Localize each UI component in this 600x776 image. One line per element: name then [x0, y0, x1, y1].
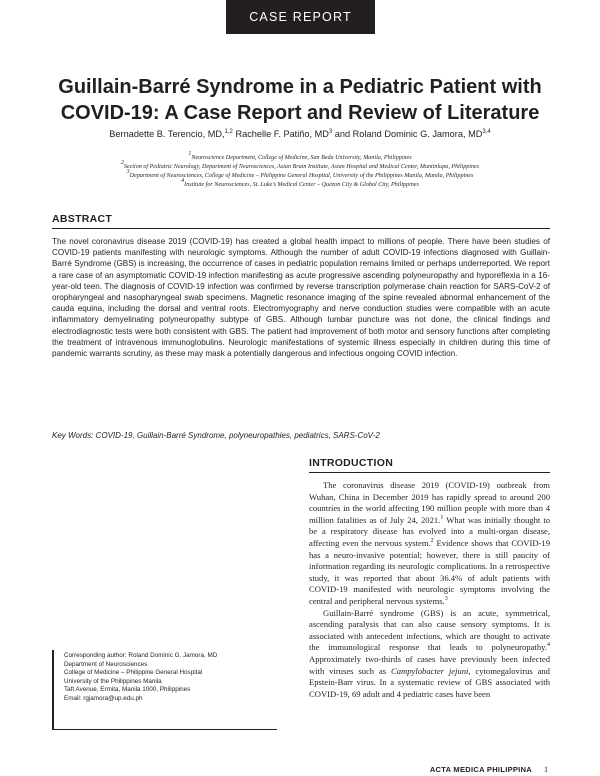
- text-run: Guillain-Barré syndrome (GBS) is an acute, symmetrical, ascending paralysis that can also cause sensory symptoms. It is associated with antecedent infections, which are thought to activate the immunological response that leads to polyneuropathy.: [309, 607, 550, 653]
- article-title: [30, 74, 570, 126]
- author-name: and Roland Dominic G. Jamora, MD: [332, 129, 483, 139]
- text-run: What was initially thought to be a respiratory disease has evolved into a multi-organ disease, affecting even the nervous system.: [309, 514, 551, 548]
- affiliation: [60, 169, 540, 181]
- abstract-heading: ABSTRACT: [52, 213, 113, 225]
- page-number: 1: [544, 765, 548, 774]
- affiliation-text: Institute for Neurosciences, St. Luke's Medical Center – Quezon City & Global City, Philippines: [184, 182, 419, 188]
- correspondence-line: Taft Avenue, Ermita, Manila 1000, Philippines: [64, 686, 191, 694]
- text-run: The coronavirus disease 2019 (COVID-19) outbreak from Wuhan, China in December 2019 has rapidly spread to around 200 countries in the world affecting 190 million people with more than 4 million fatalities as of July 24, 2021.: [309, 480, 550, 525]
- correspondence-box: [52, 650, 277, 730]
- author-affiliation-mark: 1,2: [224, 129, 233, 135]
- affiliation-text: Neuroscience Department, College of Medicine, San Beda University, Manila, Philippines: [191, 155, 412, 161]
- article-type-badge: CASE REPORT: [226, 0, 375, 34]
- introduction-paragraph: [309, 608, 550, 701]
- affiliation-text: Department of Neurosciences, College of Medicine – Philippine General Hospital, University of the Philippines Manila, Manila, Philippines: [129, 173, 474, 179]
- introduction-heading: INTRODUCTION: [309, 457, 394, 469]
- correspondence-line: Department of Neurosciences: [64, 660, 148, 668]
- keywords-text: COVID-19, Guillain-Barré Syndrome, polyneuropathies, pediatrics, SARS-CoV-2: [93, 431, 380, 440]
- citation-mark: 1: [440, 514, 444, 521]
- abstract-text: The novel coronavirus disease 2019 (COVID-19) has created a global health impact to millions of people. There have been studies of COVID-19 patients manifesting with neurologic symptoms. Although the number of adult COVID-19 infections diagnosed with Guillain-Barré Syndrome (GBS) is increasing, the occurrence of cases in pediatric population remains limited or perhaps underreported. We report a rare case of an asymptomatic COVID-19 infection manifesting as acute progressive ascending polyneuropathy and hyporeflexia in a 16-year-old teen. The diagnosis of COVID-19 infection was confirmed by reverse transcription polymerase chain reaction for SARS-CoV-2 of oropharyngeal and nasopharyngeal swab specimens. Magnetic resonance imaging of the spine revealed abnormal enhancement of the cauda equina, including the dorsal and ventral roots. Electromyography and nerve conduction studies were compatible with an acute inflammatory demyelinating polyneuropathy subtype of GBS. Although lumbar puncture was not done, the clinical findings and electrodiagnostic tests were both consistent with GBS. The patient had improvement of both motor and sensory functions after completing the treatment of intravenous immunoglobulins. Neurologic manifestations of systemic illness especially in children during this time of pandemic warrants scrutiny, as these may mask a potentially dangerous and infectious ongoing COVID infection.: [52, 237, 550, 359]
- author-list: [30, 129, 570, 139]
- affiliation-mark: 3: [126, 169, 130, 175]
- affiliation-mark: 2: [120, 160, 124, 166]
- keywords: [52, 431, 550, 440]
- author-affiliation-mark: 3: [328, 129, 333, 135]
- affiliation-text: Section of Pediatric Neurology, Department of Neurosciences, Asian Brain Institute, Asian Hospital and Medical Center, Muntinlupa, Philippines: [123, 164, 480, 170]
- affiliation: [60, 151, 540, 163]
- correspondence-line: Corresponding author: Roland Dominic G. Jamora, MD: [64, 652, 218, 659]
- section-rule: [309, 472, 550, 473]
- citation-mark: 3: [444, 595, 448, 602]
- correspondence-line: College of Medicine – Philippine General Hospital: [64, 669, 203, 677]
- text-run: Approximately two-thirds of cases have previously been infected with viruses such as: [309, 653, 550, 676]
- journal-name: ACTA MEDICA PHILIPPINA: [429, 765, 532, 774]
- affiliation-mark: 4: [181, 178, 185, 184]
- title-line: COVID-19: A Case Report and Review of Literature: [60, 102, 540, 124]
- text-run: , cytomegalovirus and Epstein-Barr virus. In a systematic review of GBS associated with COVID-19, 69 adult and 4 pediatric cases have been: [309, 665, 550, 699]
- affiliation-mark: 1: [188, 151, 192, 157]
- introduction-paragraph: [309, 480, 550, 608]
- author-affiliation-mark: 3,4: [482, 129, 491, 135]
- section-rule: [52, 228, 550, 229]
- author-name: Bernadette B. Terencio, MD,: [109, 129, 225, 139]
- affiliation-list: [60, 151, 540, 190]
- italic-term: Campylobacter jejuni: [391, 665, 469, 676]
- introduction-body: [309, 480, 550, 700]
- affiliation: [60, 160, 540, 172]
- title-line: Guillain-Barré Syndrome in a Pediatric Patient with: [58, 76, 542, 98]
- citation-mark: 4: [547, 642, 550, 649]
- page-footer: [0, 767, 600, 776]
- author-name: Rachelle F. Patiño, MD: [232, 129, 329, 139]
- text-run: Evidence shows that COVID-19 has a neuro-invasive potential; however, there is still paucity of information regarding its neurologic complications. In a retrospective study, it was reported that about 36.4% of adult patients with COVID-19 manifested with neurologic symptoms involving the central and peripheral nervous systems.: [309, 537, 550, 606]
- correspondence-line: University of the Philippines Manila: [64, 677, 162, 685]
- citation-mark: 2: [430, 537, 434, 544]
- affiliation: [60, 178, 540, 190]
- keywords-label: Key Words:: [52, 431, 94, 440]
- correspondence-email[interactable]: Email: rgjamora@up.edu.ph: [64, 694, 143, 702]
